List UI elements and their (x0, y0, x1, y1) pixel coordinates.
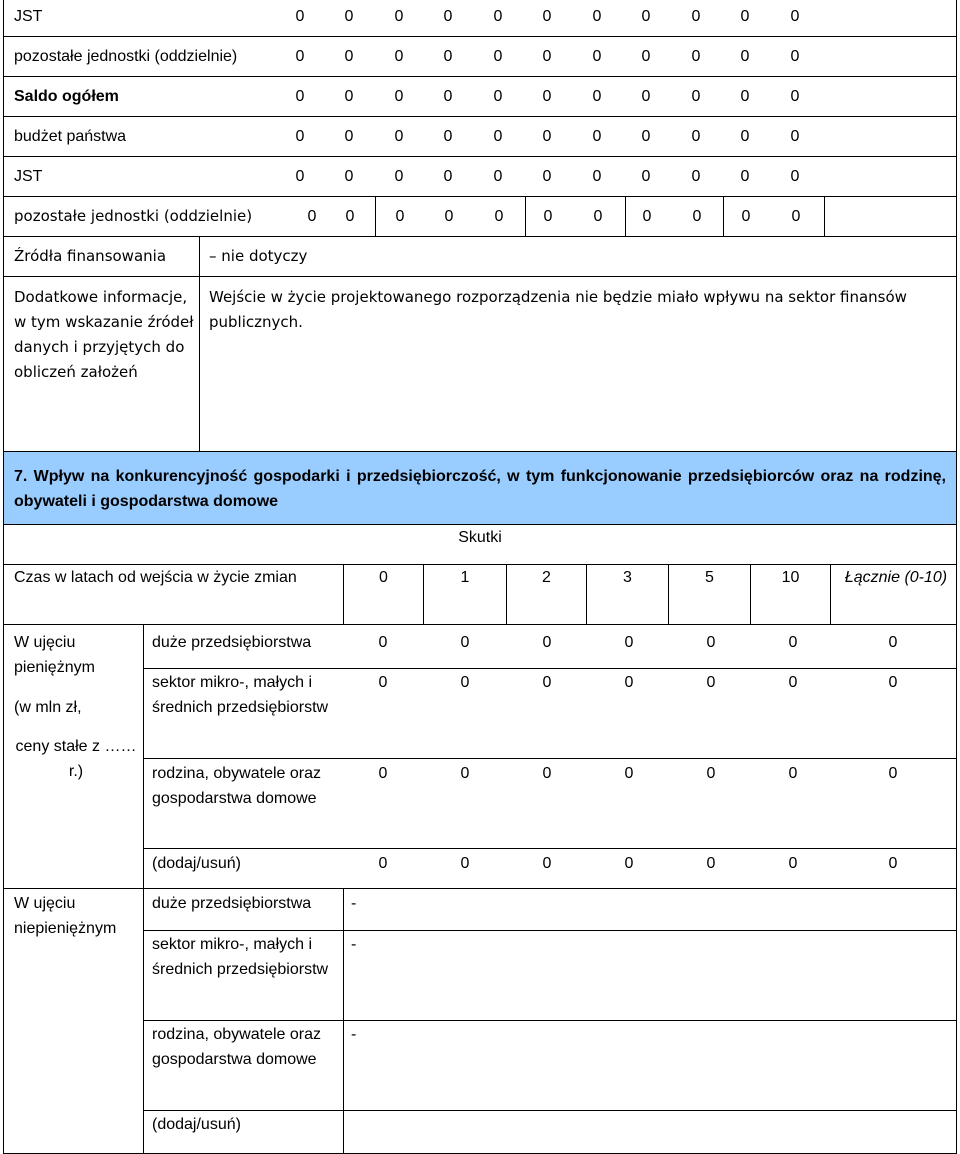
finance-cell: 0 (295, 8, 305, 25)
monetary-cell: 0 (378, 855, 388, 872)
finance-cell: 0 (394, 8, 404, 25)
finance-cell: 0 (641, 128, 651, 145)
monetary-cell: 0 (542, 634, 552, 651)
finance-cell: 0 (741, 208, 751, 225)
nonmonetary-row-label: duże przedsiębiorstwa (152, 895, 312, 912)
finance-cell: 0 (593, 208, 603, 225)
monetary-cell: 0 (378, 765, 388, 782)
finance-cell: 0 (542, 8, 552, 25)
additional-info-label: Dodatkowe informacje, w tym wskazanie źródeł danych i przyjętych do obliczeń założeń (14, 288, 194, 381)
finance-cell: 0 (542, 48, 552, 65)
finance-cell: 0 (592, 48, 602, 65)
year-header: 3 (623, 569, 632, 586)
monetary-cell: 0 (624, 765, 634, 782)
finance-cell: 0 (592, 128, 602, 145)
finance-cell: 0 (641, 48, 651, 65)
monetary-cell: 0 (542, 765, 552, 782)
monetary-cell: 0 (888, 855, 898, 872)
finance-cell: 0 (494, 208, 504, 225)
finance-cell: 0 (493, 88, 503, 105)
finance-cell: 0 (344, 88, 354, 105)
monetary-cell: 0 (542, 674, 552, 691)
finance-cell: 0 (642, 208, 652, 225)
finance-cell: 0 (542, 168, 552, 185)
finance-row-label: pozostałe jednostki (oddzielnie) (14, 207, 253, 225)
years-label: Czas w latach od wejścia w życie zmian (14, 569, 297, 586)
finance-cell: 0 (443, 168, 453, 185)
finance-cell: 0 (443, 128, 453, 145)
finance-cell: 0 (394, 168, 404, 185)
year-header: 2 (542, 569, 551, 586)
finance-cell: 0 (344, 48, 354, 65)
monetary-cell: 0 (624, 855, 634, 872)
finance-cell: 0 (344, 168, 354, 185)
year-header: 0 (379, 569, 388, 586)
sources-value: – nie dotyczy (209, 247, 308, 265)
monetary-cell: 0 (378, 634, 388, 651)
finance-cell: 0 (691, 128, 701, 145)
monetary-cell: 0 (460, 765, 470, 782)
finance-cell: 0 (394, 128, 404, 145)
monetary-row-label: duże przedsiębiorstwa (152, 634, 312, 651)
monetary-cell: 0 (706, 674, 716, 691)
finance-cell: 0 (740, 128, 750, 145)
nonmonetary-row-label: (dodaj/usuń) (152, 1116, 241, 1133)
finance-cell: 0 (295, 168, 305, 185)
monetary-cell: 0 (624, 634, 634, 651)
finance-cell: 0 (493, 128, 503, 145)
finance-cell: 0 (592, 88, 602, 105)
monetary-cell: 0 (624, 674, 634, 691)
finance-cell: 0 (493, 48, 503, 65)
finance-cell: 0 (493, 168, 503, 185)
finance-cell: 0 (641, 8, 651, 25)
finance-cell: 0 (740, 88, 750, 105)
monetary-prices: ceny stałe z …… r.) (15, 738, 137, 780)
finance-cell: 0 (691, 48, 701, 65)
monetary-unit: (w mln zł, (14, 699, 82, 716)
monetary-cell: 0 (460, 634, 470, 651)
finance-cell: 0 (395, 208, 405, 225)
finance-cell: 0 (641, 88, 651, 105)
finance-cell: 0 (740, 168, 750, 185)
finance-row-label: JST (14, 168, 43, 185)
finance-row-label: JST (14, 8, 43, 25)
monetary-cell: 0 (888, 765, 898, 782)
monetary-row-label: rodzina, obywatele oraz gospodarstwa domowe (152, 765, 321, 807)
finance-cell: 0 (691, 8, 701, 25)
finance-cell: 0 (692, 208, 702, 225)
finance-cell: 0 (295, 48, 305, 65)
year-header: 10 (781, 569, 800, 586)
finance-cell: 0 (344, 128, 354, 145)
finance-cell: 0 (394, 88, 404, 105)
finance-cell: 0 (691, 168, 701, 185)
year-header: 1 (460, 569, 470, 586)
finance-cell: 0 (791, 208, 801, 225)
finance-cell: 0 (295, 128, 305, 145)
monetary-cell: 0 (460, 674, 470, 691)
finance-cell: 0 (542, 88, 552, 105)
finance-cell: 0 (592, 8, 602, 25)
finance-row-label: budżet państwa (14, 128, 127, 145)
monetary-cell: 0 (788, 855, 798, 872)
total-header: Łącznie (0-10) (844, 569, 948, 586)
monetary-cell: 0 (788, 634, 798, 651)
finance-cell: 0 (592, 168, 602, 185)
finance-cell: 0 (493, 8, 503, 25)
section-7-title: 7. Wpływ na konkurencyjność gospodarki i przedsiębiorczość, w tym funkcjonowanie przedsiębiorców oraz na rodzinę, obywateli i gospodarstwa domowe (14, 468, 946, 510)
finance-cell: 0 (641, 168, 651, 185)
finance-cell: 0 (740, 8, 750, 25)
finance-row-label: pozostałe jednostki (oddzielnie) (14, 48, 238, 65)
nonmonetary-label: W ujęciu niepieniężnym (14, 895, 117, 937)
finance-cell: 0 (790, 48, 800, 65)
nonmonetary-value: - (351, 936, 357, 953)
sources-label: Źródła finansowania (14, 247, 167, 265)
finance-cell: 0 (295, 88, 305, 105)
monetary-cell: 0 (888, 634, 898, 651)
monetary-cell: 0 (788, 765, 798, 782)
monetary-row-label: sektor mikro-, małych i średnich przedsiębiorstw (152, 674, 329, 716)
finance-cell: 0 (444, 208, 454, 225)
monetary-cell: 0 (378, 674, 388, 691)
finance-cell: 0 (394, 48, 404, 65)
monetary-row-label: (dodaj/usuń) (152, 855, 241, 872)
finance-cell: 0 (443, 88, 453, 105)
monetary-cell: 0 (542, 855, 552, 872)
finance-cell: 0 (790, 88, 800, 105)
finance-cell: 0 (691, 88, 701, 105)
finance-cell: 0 (345, 208, 355, 225)
finance-cell: 0 (790, 8, 800, 25)
additional-info-text: Wejście w życie projektowanego rozporządzenia nie będzie miało wpływu na sektor finansów publicznych. (209, 288, 907, 331)
finance-cell: 0 (307, 208, 317, 225)
monetary-cell: 0 (888, 674, 898, 691)
finance-cell: 0 (542, 128, 552, 145)
nonmonetary-value: - (351, 1026, 357, 1043)
nonmonetary-value: - (351, 895, 357, 912)
monetary-cell: 0 (460, 855, 470, 872)
finance-cell: 0 (443, 48, 453, 65)
monetary-cell: 0 (706, 765, 716, 782)
finance-cell: 0 (790, 128, 800, 145)
finance-cell: 0 (543, 208, 553, 225)
finance-row-label: Saldo ogółem (14, 88, 119, 105)
monetary-cell: 0 (706, 634, 716, 651)
monetary-cell: 0 (788, 674, 798, 691)
finance-cell: 0 (344, 8, 354, 25)
finance-cell: 0 (443, 8, 453, 25)
finance-cell: 0 (790, 168, 800, 185)
effects-label: Skutki (458, 529, 502, 546)
monetary-cell: 0 (706, 855, 716, 872)
finance-cell: 0 (740, 48, 750, 65)
nonmonetary-row-label: sektor mikro-, małych i średnich przedsiębiorstw (152, 936, 329, 978)
monetary-label: W ujęciu pieniężnym (14, 634, 95, 676)
nonmonetary-row-label: rodzina, obywatele oraz gospodarstwa domowe (152, 1026, 321, 1068)
year-header: 5 (705, 569, 714, 586)
